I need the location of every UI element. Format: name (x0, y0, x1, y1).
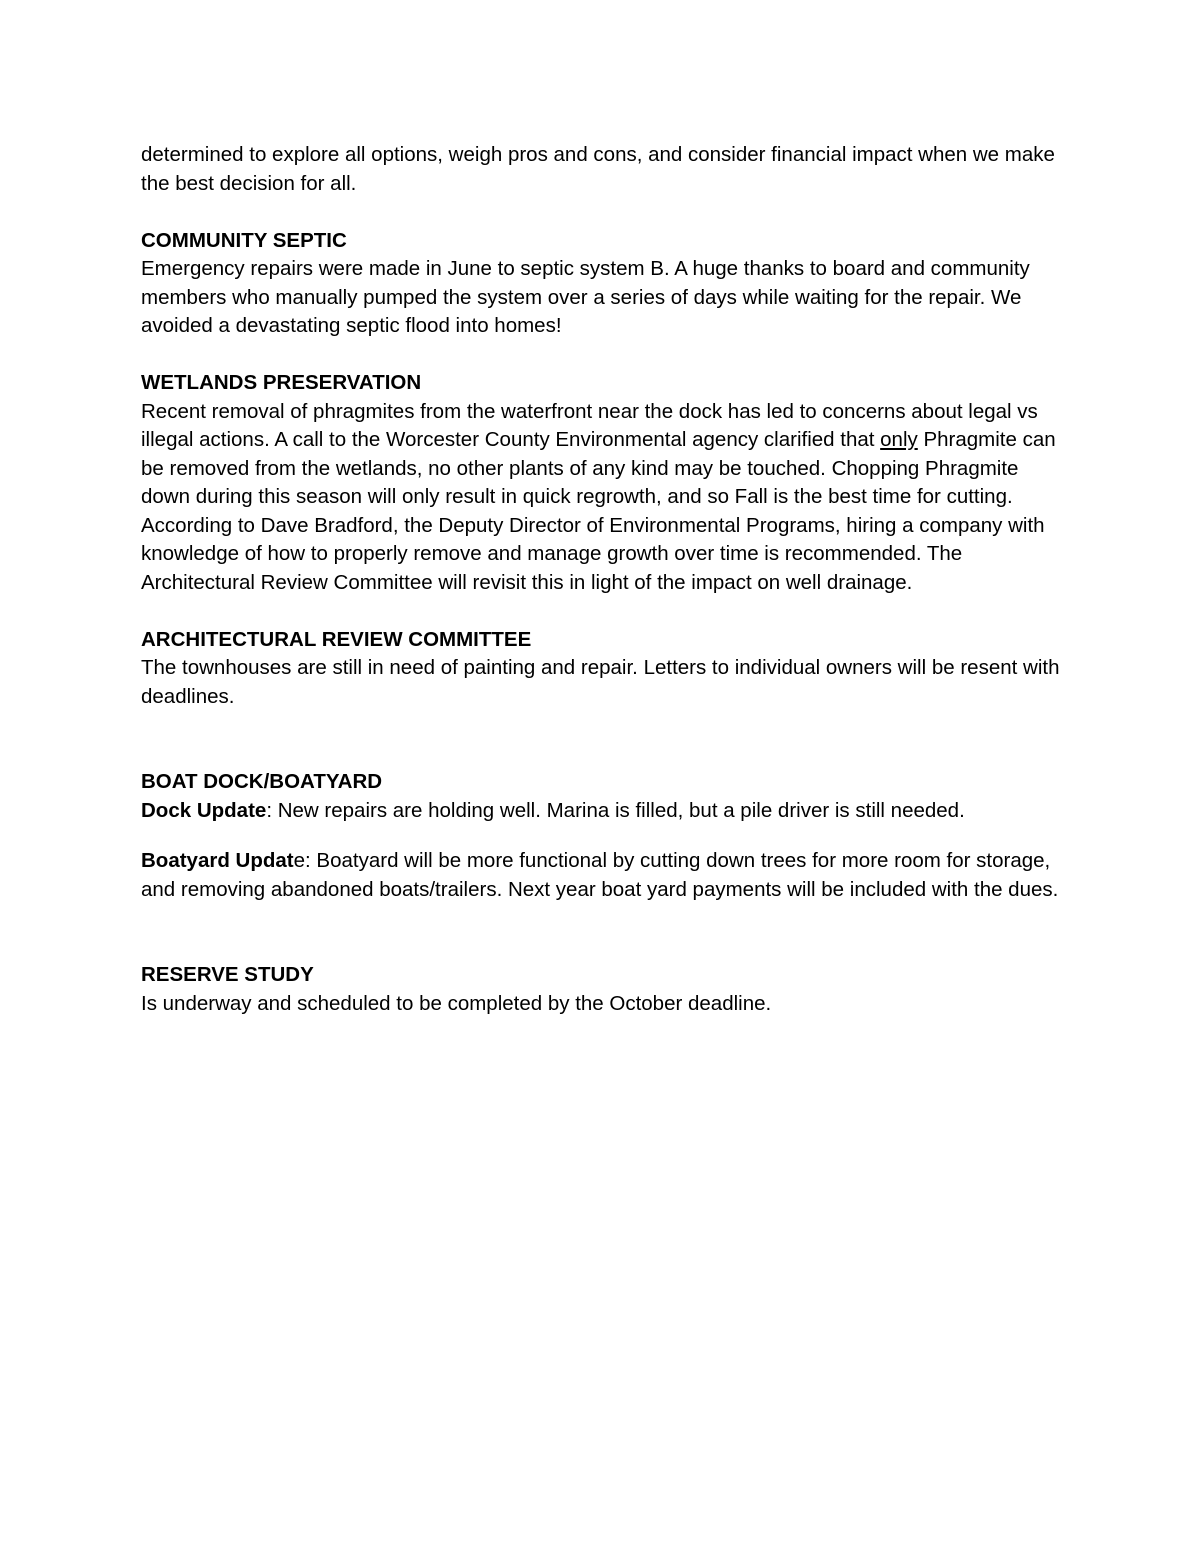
wetlands-underlined-word: only (880, 428, 918, 451)
arch-review-heading: ARCHITECTURAL REVIEW COMMITTEE (141, 627, 532, 651)
arch-review-paragraph: The townhouses are still in need of painting and repair. Letters to individual owners will be resent with deadlines. (141, 656, 1060, 708)
boatyard-update-paragraph (141, 847, 1071, 904)
wetlands-paragraph (141, 398, 1071, 598)
community-septic-heading: COMMUNITY SEPTIC (141, 228, 347, 252)
reserve-study-paragraph: Is underway and scheduled to be completed by the October deadline. (141, 991, 772, 1015)
wetlands-heading: WETLANDS PRESERVATION (141, 371, 422, 394)
reserve-study-heading: RESERVE STUDY (141, 963, 314, 986)
document-body (141, 141, 1071, 1018)
dock-update-label: Dock Update (141, 798, 267, 822)
intro-paragraph: determined to explore all options, weigh pros and cons, and consider financial impact when we make the best decision for all. (141, 143, 1055, 195)
wetlands-text-part-2: Phragmite can be removed from the wetlands, no other plants of any kind may be touched. Chopping Phragmite down during this season will only result in quick regrowth, and so Fall is the best time for cutting. According to Dave Bradford, the Deputy Director of Environmental Programs, hiring a company with knowledge of how to properly remove and manage growth over time is recommended. The Architectural Review Committee will revisit this in light of the impact on well drainage. (141, 428, 1056, 594)
wetlands-text-part-1: Recent removal of phragmites from the waterfront near the dock has led to concerns about legal vs illegal actions. A call to the Worcester County Environmental agency clarified that (141, 399, 1038, 451)
boatyard-update-label: Boatyard Updat (141, 849, 294, 872)
boat-dock-heading: BOAT DOCK/BOATYARD (141, 770, 383, 793)
boatyard-update-text: e: Boatyard will be more functional by cutting down trees for more room for storage, and removing abandoned boats/trailers. Next year boat yard payments will be included with the dues. (141, 849, 1059, 901)
community-septic-paragraph: Emergency repairs were made in June to septic system B. A huge thanks to board and community members who manually pumped the system over a series of days while waiting for the repair. We avoided a devastating septic flood into homes! (141, 257, 1042, 337)
dock-update-text: : New repairs are holding well. Marina is filled, but a pile driver is still needed. (266, 798, 965, 822)
dock-update-paragraph (141, 797, 1071, 826)
